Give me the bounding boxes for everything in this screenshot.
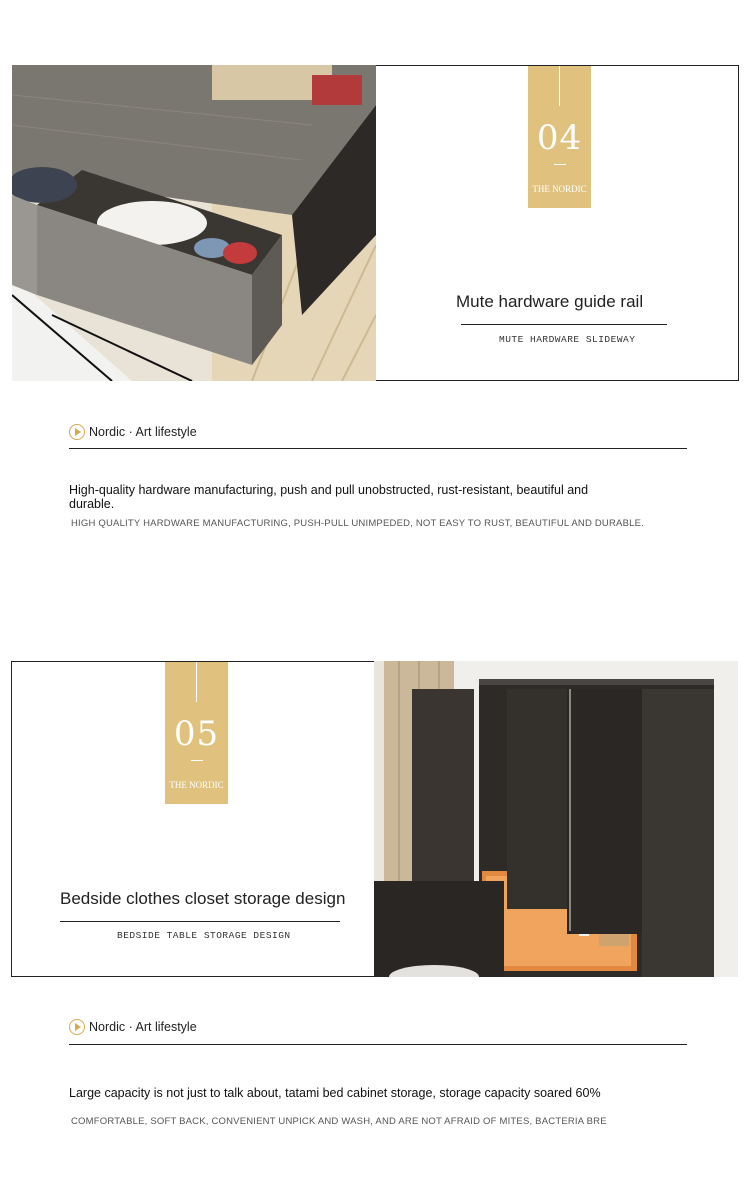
- title-rule: [461, 324, 667, 325]
- drawer-photo: [12, 65, 376, 381]
- play-circle-icon: [69, 1019, 85, 1035]
- feature-panel-05: [11, 661, 375, 977]
- tag-line: [196, 662, 197, 702]
- number-tag: [528, 66, 591, 208]
- tag-line: [559, 66, 560, 106]
- description-caps: COMFORTABLE, SOFT BACK, CONVENIENT UNPICK AND WASH, AND ARE NOT AFRAID OF MITES, BACTERIA BRE: [71, 1116, 607, 1127]
- tag-subtitle: THE NORDIC: [169, 780, 224, 790]
- description-caps: HIGH QUALITY HARDWARE MANUFACTURING, PUSH-PULL UNIMPEDED, NOT EASY TO RUST, BEAUTIFUL AND DURABLE.: [71, 518, 644, 529]
- feature-subtitle: MUTE HARDWARE SLIDEWAY: [499, 334, 636, 345]
- title-rule: [60, 921, 340, 922]
- section-divider: [69, 448, 687, 449]
- brand-text: Nordic · Art lifestyle: [89, 1020, 197, 1034]
- closet-photo-svg: [374, 661, 738, 977]
- tag-dash: [191, 760, 203, 761]
- tag-dash: [554, 164, 566, 165]
- feature-subtitle: BEDSIDE TABLE STORAGE DESIGN: [117, 930, 291, 941]
- closet-photo: [374, 661, 738, 977]
- section-divider: [69, 1044, 687, 1045]
- feature-title: Mute hardware guide rail: [456, 292, 644, 311]
- drawer-photo-svg: [12, 65, 376, 381]
- description-text: High-quality hardware manufacturing, push and pull unobstructed, rust-resistant, beautiful and durable.: [69, 483, 589, 511]
- tag-subtitle: THE NORDIC: [532, 184, 587, 194]
- feature-number: 04: [536, 118, 583, 158]
- feature-panel-04: [375, 65, 739, 381]
- brand-line: [69, 424, 197, 440]
- brand-text: Nordic · Art lifestyle: [89, 425, 197, 439]
- feature-title: Bedside clothes closet storage design: [60, 889, 346, 908]
- brand-line: [69, 1019, 197, 1035]
- play-circle-icon: [69, 424, 85, 440]
- number-tag: [165, 662, 228, 804]
- feature-number: 05: [173, 714, 220, 754]
- description-text: Large capacity is not just to talk about, tatami bed cabinet storage, storage capacity soared 60%: [69, 1086, 601, 1100]
